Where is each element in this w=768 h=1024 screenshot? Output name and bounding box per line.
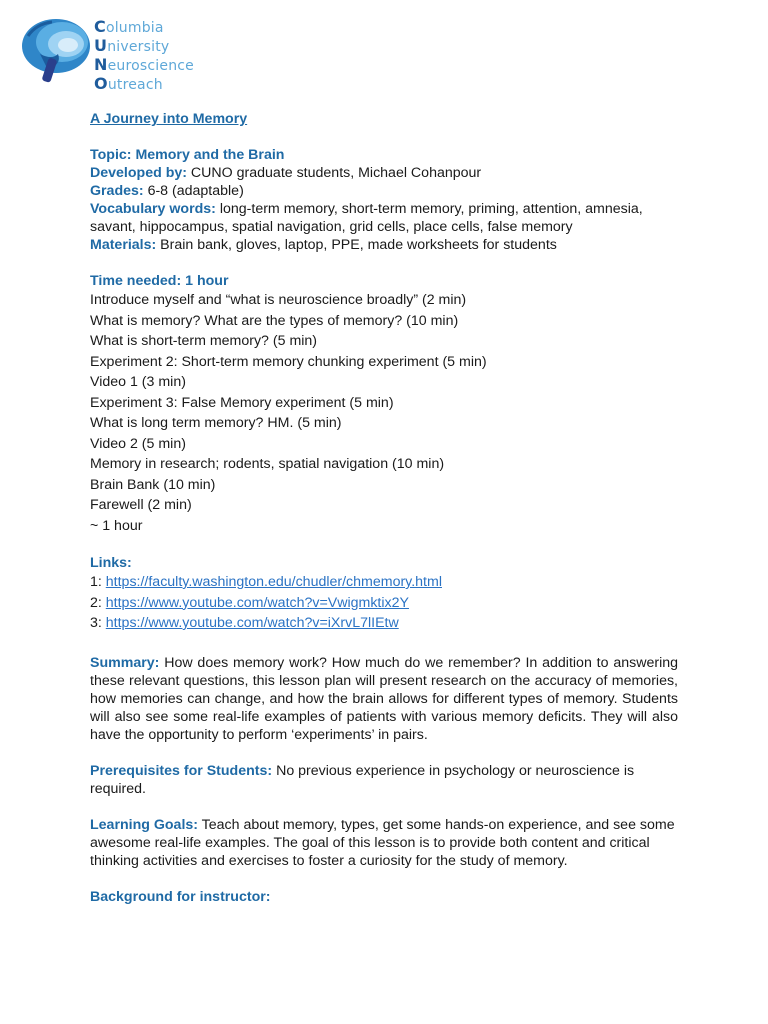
materials-value: Brain bank, gloves, laptop, PPE, made worksheets for students [156,237,557,253]
logo-wordmark: Columbia University Neuroscience Outreach [94,17,194,93]
schedule-item: Experiment 2: Short-term memory chunking experiment (5 min) [90,353,487,370]
vocabulary-value: long-term memory, short-term memory, priming, attention, amnesia, savant, hippocampus, spatial navigation, grid cells, place cells, false memory [90,201,643,235]
link-number: 1: [90,574,106,590]
schedule-item: Video 1 (3 min) [90,374,186,390]
link-number: 3: [90,615,106,631]
document-body [90,110,678,906]
link-number: 2: [90,594,106,611]
link-item [90,593,678,614]
cuno-logo-brain-icon [18,14,98,86]
schedule-item: Brain Bank (10 min) [90,476,216,493]
schedule-item: Introduce myself and “what is neuroscience broadly” (2 min) [90,292,467,308]
grades-label: Grades: [90,183,144,199]
link-item [90,572,678,593]
schedule-item: What is memory? What are the types of memory? (10 min) [90,312,459,329]
schedule-item: Memory in research; rodents, spatial navigation (10 min) [90,456,445,472]
schedule-item: Video 2 (5 min) [90,435,186,452]
schedule-item: Farewell (2 min) [90,497,192,513]
schedule-item: ~ 1 hour [90,517,143,534]
link-item [90,613,678,634]
learning-goals-text: Teach about memory, types, get some hands-on experience, and see some awesome real-life examples. The goal of this lesson is to provide both content and critical thinking activities and exercises to foster a curiosity for the study of memory. [90,816,675,869]
developed-by-value: CUNO graduate students, Michael Cohanpour [186,165,482,181]
grades-line [90,182,678,200]
summary-label: Summary: [90,654,160,671]
time-schedule-list [90,290,678,536]
schedule-item: What is long term memory? HM. (5 min) [90,415,342,431]
link-youtube-video-1[interactable]: https://www.youtube.com/watch?v=Vwigmktix2Y [105,594,409,611]
schedule-item: What is short-term memory? (5 min) [90,333,318,349]
vocabulary-line [90,200,678,236]
time-needed-heading: Time needed: 1 hour [90,273,229,289]
materials-label: Materials: [90,237,157,253]
background-heading: Background for instructor: [90,888,271,905]
prerequisites-text: No previous experience in psychology or neuroscience is required. [90,762,635,797]
learning-goals-paragraph [90,816,678,870]
summary-text: How does memory work? How much do we remember? In addition to answering these relevant questions, this lesson plan will present research on the accuracy of memories, how memories can change, and how the brain allows for different types of memory. Students will also see some real-life examples of patients with various memory deficits. They will also have the opportunity to perform ‘experiments’ in pairs. [90,654,678,743]
vocabulary-label: Vocabulary words: [90,201,216,217]
prerequisites-paragraph [90,762,678,798]
link-chudler-memory[interactable]: https://faculty.washington.edu/chudler/chmemory.html [105,574,442,590]
topic-heading: Topic: Memory and the Brain [90,147,285,163]
developed-by-label: Developed by: [90,165,187,181]
prerequisites-label: Prerequisites for Students: [90,762,273,779]
links-list [90,572,678,634]
link-youtube-video-2[interactable]: https://www.youtube.com/watch?v=iXrvL7lIEtw [105,615,399,631]
schedule-item: Experiment 3: False Memory experiment (5 min) [90,394,394,411]
developed-by-line [90,164,678,182]
summary-paragraph [90,654,678,744]
links-heading: Links: [90,555,132,571]
grades-value: 6-8 (adaptable) [143,183,244,199]
document-title[interactable]: A Journey into Memory [90,111,248,127]
materials-line [90,236,678,254]
learning-goals-label: Learning Goals: [90,816,198,833]
